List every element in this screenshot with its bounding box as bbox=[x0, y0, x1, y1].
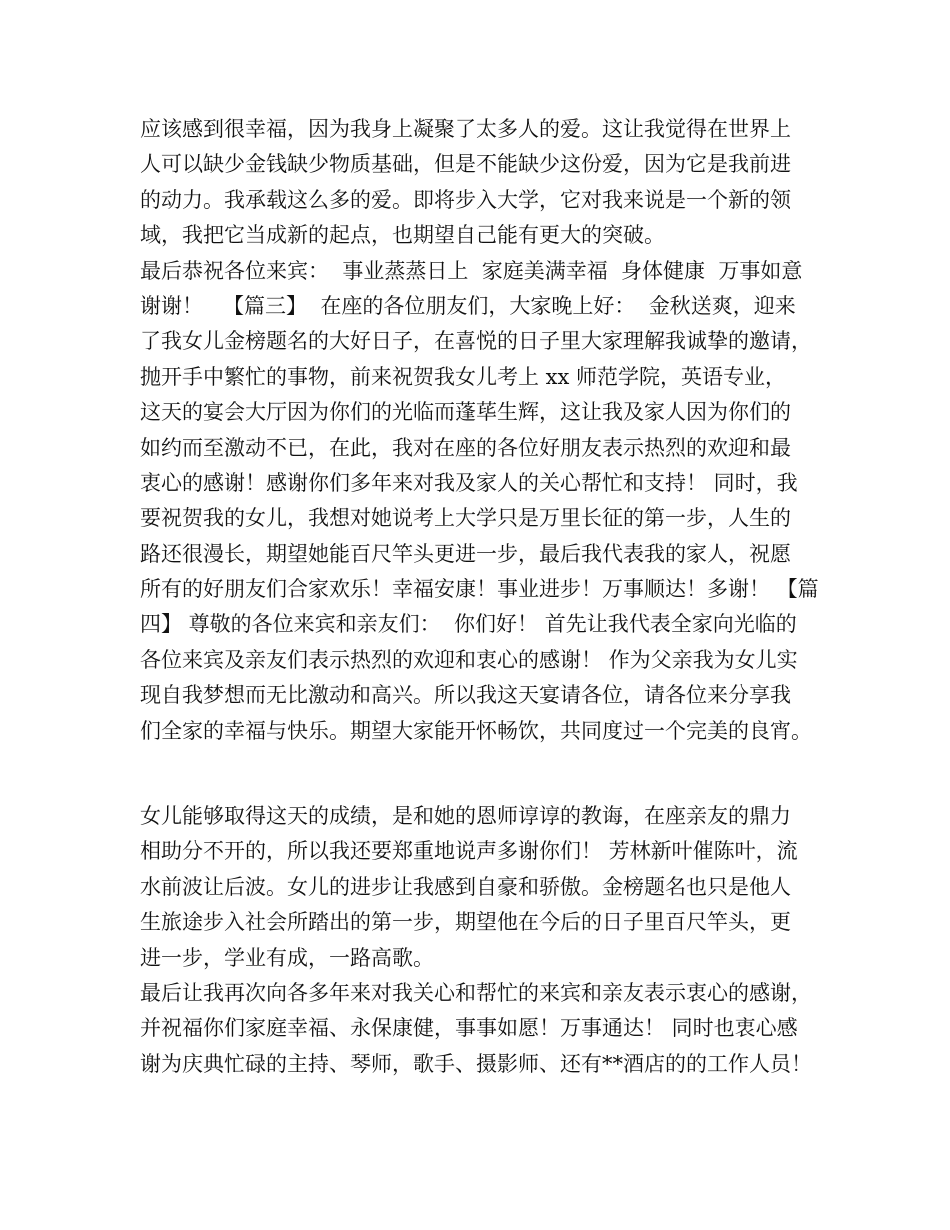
text-line: 衷心的感谢！感谢你们多年来对我及家人的关心帮忙和支持！ 同时，我 bbox=[140, 470, 798, 495]
text-line: 最后让我再次向各多年来对我关心和帮忙的来宾和亲友表示衷心的感谢， bbox=[140, 980, 812, 1005]
text-line: 了我女儿金榜题名的大好日子，在喜悦的日子里大家理解我诚挚的邀请， bbox=[140, 329, 812, 354]
text-line: 要祝贺我的女儿，我想对她说考上大学只是万里长征的第一步，人生的 bbox=[140, 506, 791, 531]
text-line: 如约而至激动不已，在此，我对在座的各位好朋友表示热烈的欢迎和最 bbox=[140, 435, 791, 460]
text-line: 四】 尊敬的各位来宾和亲友们： 你们好！ 首先让我代表全家向光临的 bbox=[140, 612, 797, 637]
text-line: 谢谢！ 【篇三】 在座的各位朋友们，大家晚上好： 金秋送爽，迎来 bbox=[140, 293, 796, 318]
text-line: 现自我梦想而无比激动和高兴。所以我这天宴请各位，请各位来分享我 bbox=[140, 683, 791, 708]
text-line: 最后恭祝各位来宾： 事业蒸蒸日上 家庭美满幸福 身体健康 万事如意 bbox=[140, 258, 803, 283]
text-line: 所有的好朋友们合家欢乐！幸福安康！事业进步！万事顺达！多谢！ 【篇 bbox=[140, 577, 819, 602]
text-line: 进一步，学业有成，一路高歌。 bbox=[140, 945, 434, 970]
text-line: 应该感到很幸福，因为我身上凝聚了太多人的爱。这让我觉得在世界上 bbox=[140, 117, 791, 141]
text-line: 女儿能够取得这天的成绩，是和她的恩师谆谆的教诲，在座亲友的鼎力 bbox=[140, 804, 791, 828]
text-line: 域，我把它当成新的起点，也期望自己能有更大的突破。 bbox=[140, 223, 665, 248]
text-line: 这天的宴会大厅因为你们的光临而蓬荜生辉，这让我及家人因为你们的 bbox=[140, 400, 791, 425]
text-line: 的动力。我承载这么多的爱。即将步入大学，它对我来说是一个新的领 bbox=[140, 187, 791, 212]
text-line: 路还很漫长，期望她能百尺竿头更进一步，最后我代表我的家人，祝愿 bbox=[140, 541, 791, 566]
text-line: 们全家的幸福与快乐。期望大家能开怀畅饮，共同度过一个完美的良宵。 bbox=[140, 718, 812, 743]
text-line: 并祝福你们家庭幸福、永保康健，事事如愿！万事通达！ 同时也衷心感 bbox=[140, 1016, 798, 1041]
text-line: 抛开手中繁忙的事物，前来祝贺我女儿考上 xx 师范学院，英语专业， bbox=[140, 364, 787, 389]
text-line: 谢为庆典忙碌的主持、琴师，歌手、摄影师、还有**酒店的的工作人员！ bbox=[140, 1051, 812, 1076]
text-line: 人可以缺少金钱缺少物质基础，但是不能缺少这份爱，因为它是我前进 bbox=[140, 152, 791, 177]
text-line: 生旅途步入社会所踏出的第一步，期望他在今后的日子里百尺竿头，更 bbox=[140, 910, 791, 935]
text-line: 相助分不开的，所以我还要郑重地说声多谢你们！ 芳林新叶催陈叶，流 bbox=[140, 839, 798, 864]
paragraph-block-2 bbox=[140, 799, 840, 1082]
text-line: 各位来宾及亲友们表示热烈的欢迎和衷心的感谢！ 作为父亲我为女儿实 bbox=[140, 647, 798, 672]
text-line: 水前波让后波。女儿的进步让我感到自豪和骄傲。金榜题名也只是他人 bbox=[140, 874, 791, 899]
paragraph-block-1 bbox=[140, 112, 840, 749]
